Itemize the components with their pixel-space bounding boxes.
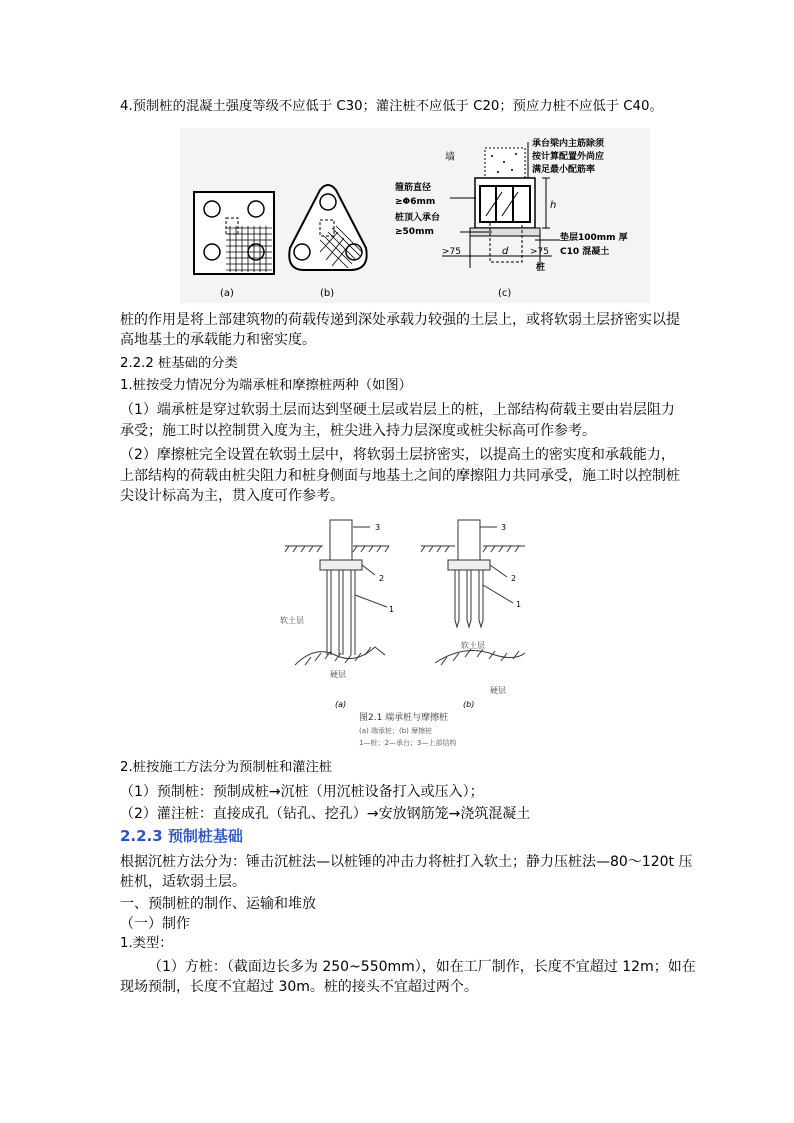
embed-label: 桩顶入承台	[395, 213, 441, 223]
types-label: 1.类型：	[120, 936, 173, 951]
section-2-2-2: 2.2.2 桩基础的分类	[120, 356, 238, 371]
precast-pile-line: （1）预制桩：预制成桩→沉桩（用沉桩设备打入或压入）；	[120, 784, 484, 800]
square-pile-line-2: 现场预制，长度不宜超过 30m。桩的接头不宜超过两个。	[120, 979, 478, 995]
method-line-1: 根据沉桩方法分为：锤击沉桩法—以桩锤的冲击力将桩打入软土；静力压桩法—80～120t 压	[120, 854, 693, 870]
subsection-make: （一）制作	[120, 916, 190, 932]
end-bearing-friction-figure	[275, 515, 535, 751]
item-1: 1.桩按受力情况分为端承桩和摩擦桩两种（如图）	[120, 378, 412, 393]
square-pile-line-1: （1）方桩：（截面边长多为 250~550mm），如在工厂制作，长度不宜超过 12m；如在	[148, 959, 696, 975]
figure-2-1-legend: 1—桩；2—承台；3—上部结构	[359, 739, 457, 747]
label-b: (b)	[320, 288, 335, 299]
dim-d: d	[502, 246, 509, 257]
label-a: (a)	[220, 288, 234, 299]
cushion-concrete: C10 混凝土	[560, 247, 610, 257]
label-2a: 2	[379, 574, 385, 583]
figure-2-1-sub: (a) 端承桩；(b) 摩擦桩	[359, 727, 433, 735]
end-bearing-line-1: （1）端承桩是穿过软弱土层而达到坚硬土层或岩层上的桩，上部结构荷载主要由岩层阻力	[120, 402, 675, 418]
label-1a: 1	[389, 605, 395, 614]
label-3a: 3	[375, 523, 381, 532]
label-1b: 1	[516, 600, 522, 609]
pile-cap-figure	[180, 128, 650, 303]
label-a2: (a)	[335, 700, 347, 709]
pile-role-line-2: 高地基土的承载能力和密实度。	[120, 332, 316, 348]
pile-role-line-1: 桩的作用是将上部建筑物的荷载传递到深处承载力较强的土层上，或将软弱土层挤密实以提	[120, 312, 680, 328]
method-line-2: 桩机，适软弱土层。	[120, 874, 246, 890]
soft-layer-b: 软土层	[461, 641, 485, 650]
embed-dim: ≥50mm	[395, 227, 434, 237]
item-2: 2.桩按施工方法分为预制桩和灌注桩	[120, 760, 333, 775]
friction-line-1: （2）摩擦桩完全设置在软弱土层中，将软弱土层挤密实，以提高土的密实度和承载能力，	[120, 447, 675, 463]
dim-right: >75	[530, 247, 549, 257]
figure-2-1-caption: 图2.1 端承桩与摩擦桩	[359, 713, 449, 723]
cast-in-place-line: （2）灌注桩：直接成孔（钻孔、挖孔）→安放钢筋笼→浇筑混凝土	[120, 806, 531, 822]
subsection-one: 一、预制桩的制作、运输和堆放	[120, 896, 316, 912]
soft-layer-a: 软土层	[280, 616, 304, 625]
friction-line-2: 上部结构的荷载由桩尖阻力和桩身侧面与地基土之间的摩擦阻力共同承受，施工时以控制桩	[120, 468, 680, 484]
note-line-2: 按计算配置外尚应	[532, 152, 605, 162]
pile-label: 桩	[536, 263, 546, 273]
cushion-label: 垫层100mm 厚	[560, 233, 628, 243]
stirrup-label: 箍筋直径	[395, 183, 432, 193]
label-b2: (b)	[463, 700, 475, 709]
label-c: (c)	[498, 288, 512, 299]
note-line-1: 承台梁内主筋除须	[532, 139, 605, 149]
label-2b: 2	[511, 574, 517, 583]
wall-label: 墙	[445, 152, 455, 163]
section-2-2-3: 2.2.3 预制桩基础	[120, 827, 243, 845]
friction-line-3: 尖设计标高为主，贯入度可作参考。	[120, 488, 344, 504]
label-3b: 3	[501, 523, 507, 532]
concrete-grade-line: 4.预制桩的混凝土强度等级不应低于 C30；灌注桩不应低于 C20；预应力桩不应低于 C40。	[120, 99, 663, 114]
dim-left: >75	[442, 247, 461, 257]
stirrup-dim: ≥Φ6mm	[395, 197, 436, 207]
height-h: h	[550, 200, 557, 211]
end-bearing-line-2: 承受；施工时以控制贯入度为主，桩尖进入持力层深度或桩尖标高可作参考。	[120, 423, 596, 439]
hard-layer-a: 硬层	[330, 670, 346, 679]
hard-layer-b: 硬层	[490, 686, 506, 695]
note-line-3: 满足最小配筋率	[532, 165, 596, 175]
